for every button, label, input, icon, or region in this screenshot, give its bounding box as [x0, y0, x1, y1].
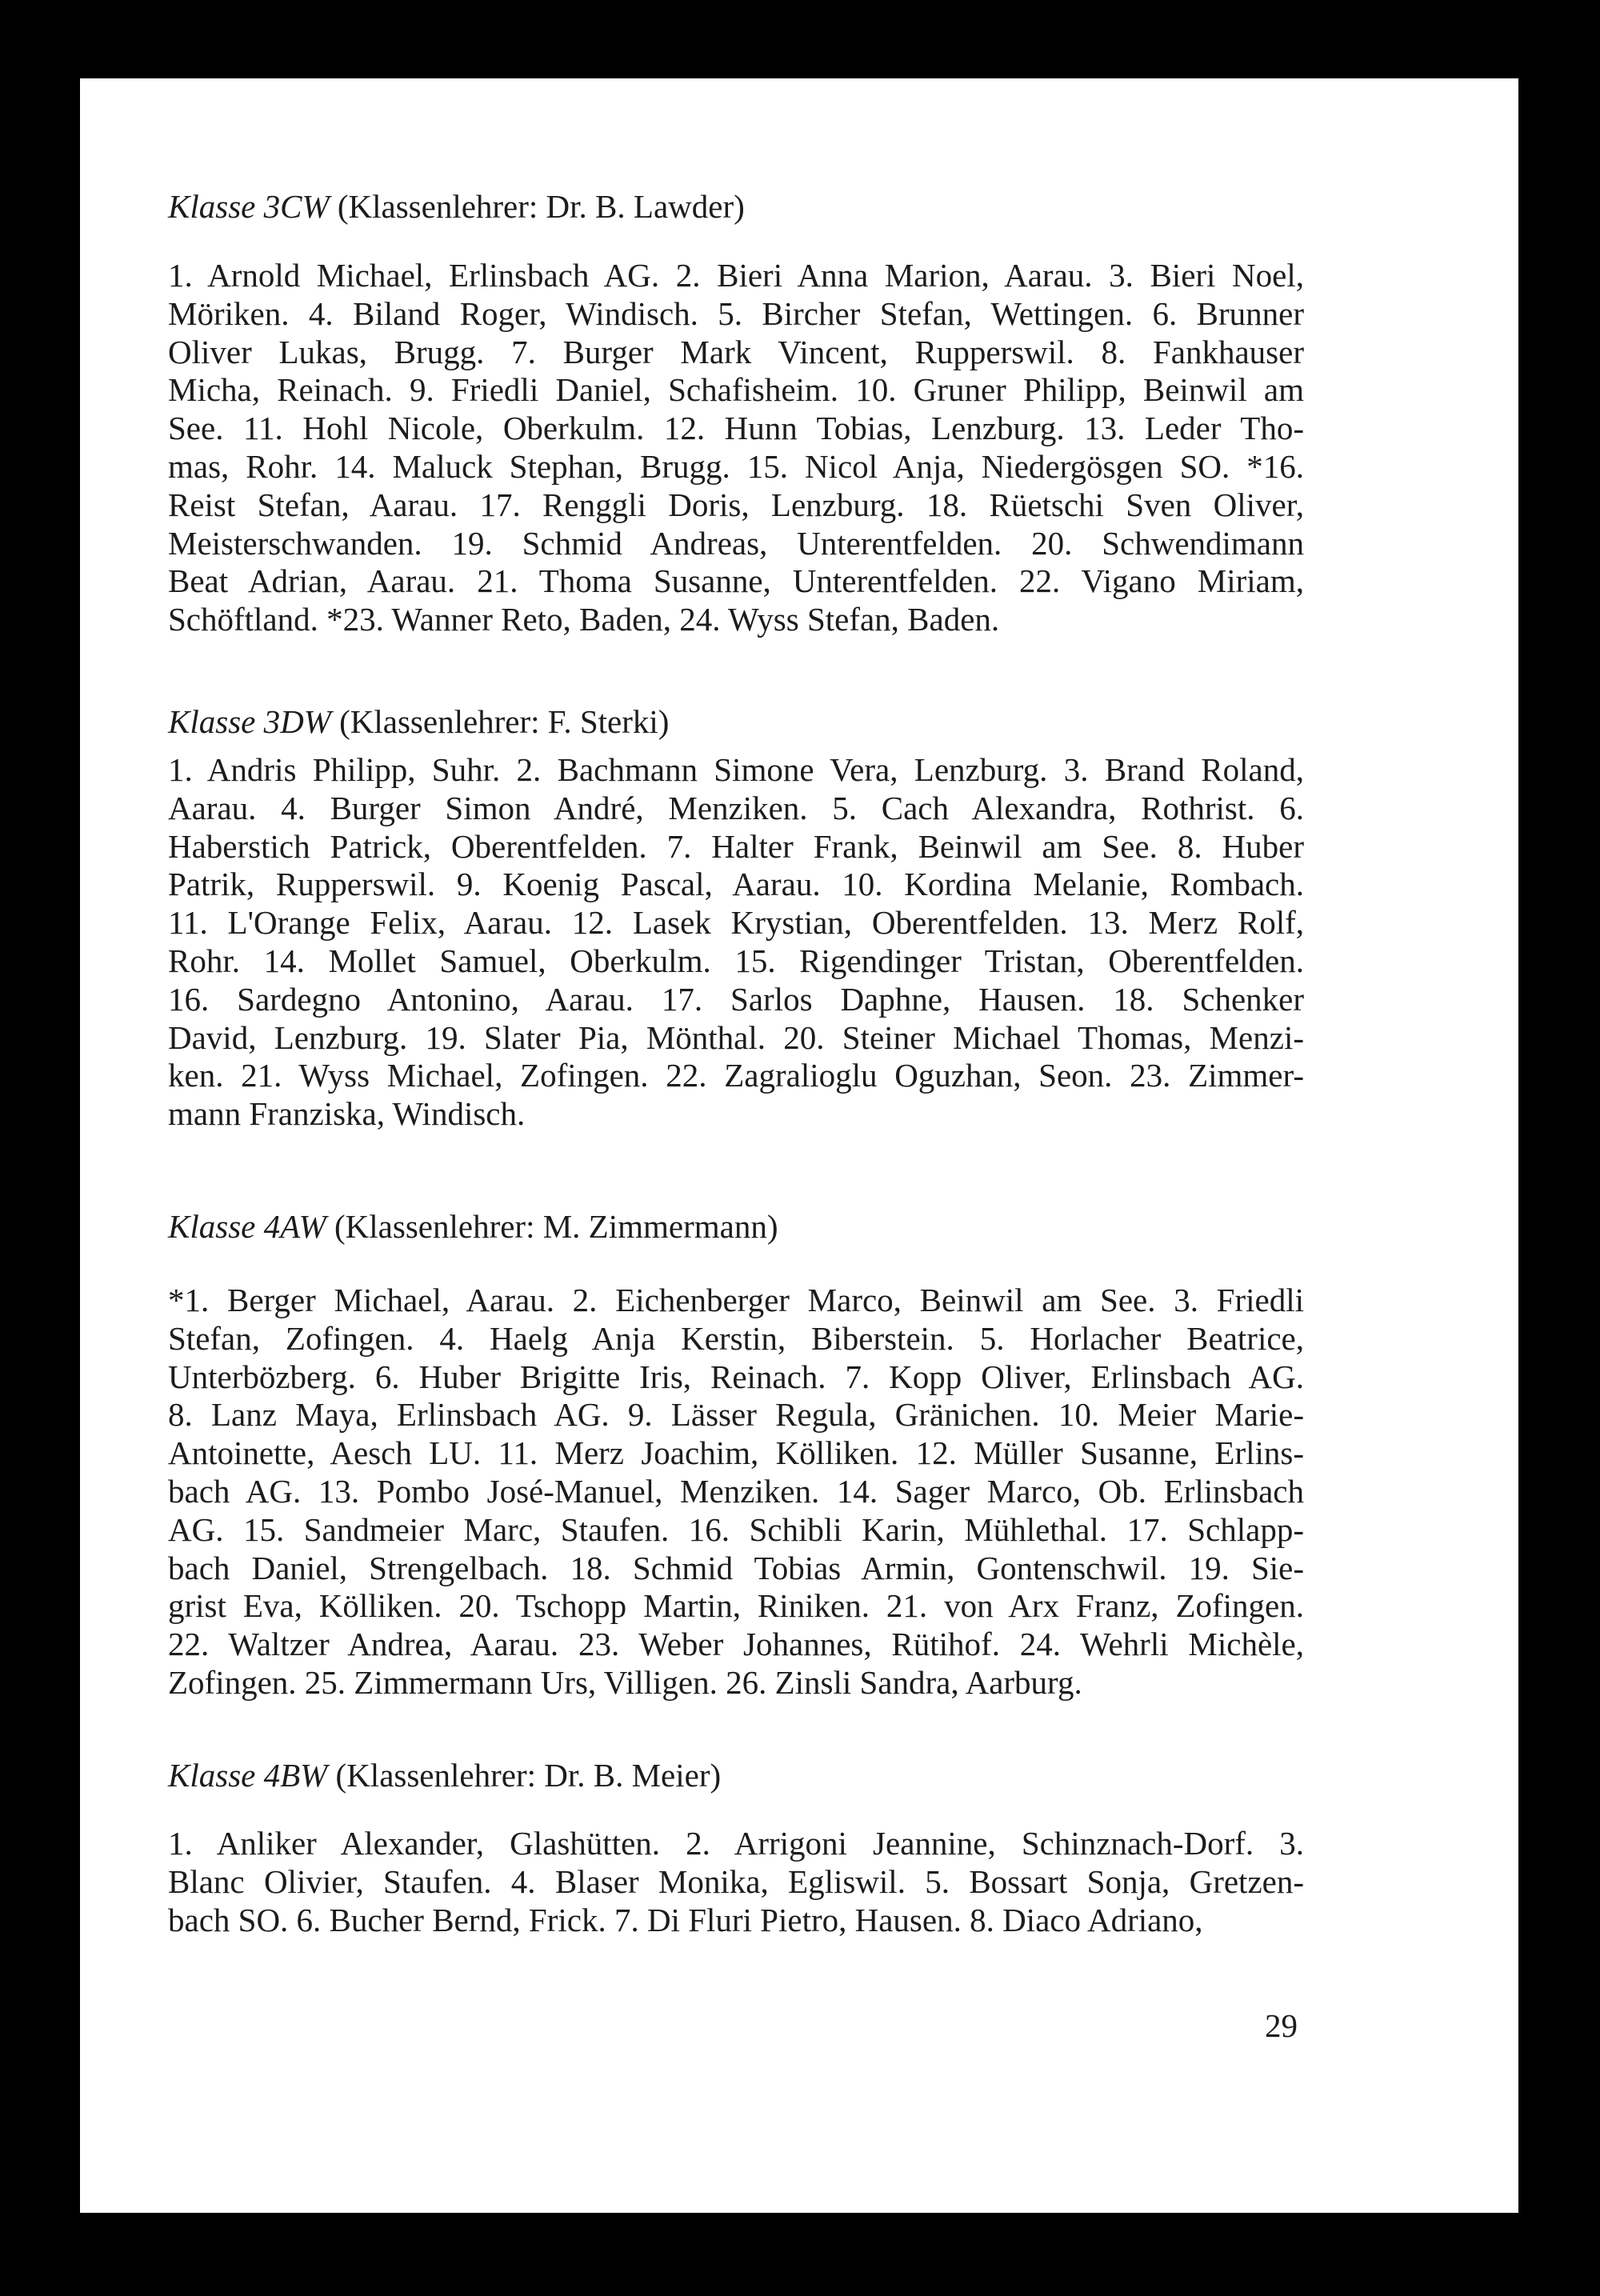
class-heading: [168, 1207, 1304, 1246]
student-list-line: Antoinette, Aesch LU. 11. Merz Joachim, Kölliken. 12. Müller Susanne, Erlins-: [168, 1434, 1304, 1472]
student-list-line: Beat Adrian, Aarau. 21. Thoma Susanne, Unterentfelden. 22. Vigano Miriam,: [168, 562, 1304, 600]
student-list-line: AG. 15. Sandmeier Marc, Staufen. 16. Schibli Karin, Mühlethal. 17. Schlapp-: [168, 1510, 1304, 1548]
class-teacher: (Klassenlehrer: M. Zimmermann): [334, 1208, 778, 1245]
student-list-line: *1. Berger Michael, Aarau. 2. Eichenberger Marco, Beinwil am See. 3. Friedli: [168, 1282, 1304, 1318]
student-list-line: David, Lenzburg. 19. Slater Pia, Mönthal. 20. Steiner Michael Thomas, Menzi-: [168, 1018, 1304, 1056]
student-list-line: mas, Rohr. 14. Maluck Stephan, Brugg. 15. Nicol Anja, Niedergösgen SO. *16.: [168, 448, 1304, 485]
class-heading: [168, 1756, 1304, 1794]
student-list-line: mann Franziska, Windisch.: [168, 1095, 526, 1133]
class-teacher: (Klassenlehrer: Dr. B. Meier): [335, 1757, 722, 1794]
student-list-line: Oliver Lukas, Brugg. 7. Burger Mark Vincent, Rupperswil. 8. Fankhauser: [168, 333, 1304, 370]
student-list-line: 1. Arnold Michael, Erlinsbach AG. 2. Bieri Anna Marion, Aarau. 3. Bieri Noel,: [168, 257, 1304, 294]
student-list-line: Haberstich Patrick, Oberentfelden. 7. Halter Frank, Beinwil am See. 8. Huber: [168, 827, 1304, 865]
student-list-line: Patrik, Rupperswil. 9. Koenig Pascal, Aarau. 10. Kordina Melanie, Rombach.: [168, 866, 1304, 903]
student-list-line: Aarau. 4. Burger Simon André, Menziken. 5. Cach Alexandra, Rothrist. 6.: [168, 789, 1304, 826]
class-label: Klasse 3DW: [168, 703, 331, 740]
class-teacher: (Klassenlehrer: F. Sterki): [339, 703, 670, 740]
document-page: [80, 78, 1518, 2213]
student-list-line: 1. Andris Philipp, Suhr. 2. Bachmann Simone Vera, Lenzburg. 3. Brand Roland,: [168, 751, 1304, 788]
class-heading: [168, 187, 1304, 226]
student-list-line: 11. L'Orange Felix, Aarau. 12. Lasek Krystian, Oberentfelden. 13. Merz Rolf,: [168, 904, 1304, 942]
student-list-line: Schöftland. *23. Wanner Reto, Baden, 24. Wyss Stefan, Baden.: [168, 601, 1000, 638]
student-list-line: grist Eva, Kölliken. 20. Tschopp Martin, Riniken. 21. von Arx Franz, Zofingen.: [168, 1587, 1304, 1625]
student-list-line: Rohr. 14. Mollet Samuel, Oberkulm. 15. Rigendinger Tristan, Oberentfelden.: [168, 942, 1304, 979]
class-label: Klasse 4BW: [168, 1757, 328, 1794]
class-label: Klasse 3CW: [168, 188, 330, 225]
class-label: Klasse 4AW: [168, 1208, 326, 1245]
student-list-line: Meisterschwanden. 19. Schmid Andreas, Unterentfelden. 20. Schwendimann: [168, 524, 1304, 562]
student-list-line: 22. Waltzer Andrea, Aarau. 23. Weber Johannes, Rütihof. 24. Wehrli Michèle,: [168, 1626, 1304, 1663]
student-list-line: Micha, Reinach. 9. Friedli Daniel, Schafisheim. 10. Gruner Philipp, Beinwil am: [168, 371, 1304, 409]
student-list-line: Zofingen. 25. Zimmermann Urs, Villigen. 26. Zinsli Sandra, Aarburg.: [168, 1664, 1082, 1701]
student-list-line: 16. Sardegno Antonino, Aarau. 17. Sarlos Daphne, Hausen. 18. Schenker: [168, 980, 1304, 1018]
student-list-line: Stefan, Zofingen. 4. Haelg Anja Kerstin, Biberstein. 5. Horlacher Beatrice,: [168, 1319, 1304, 1357]
page-number: 29: [1265, 2007, 1298, 2044]
class-heading: [168, 702, 1304, 741]
student-list-line: See. 11. Hohl Nicole, Oberkulm. 12. Hunn Tobias, Lenzburg. 13. Leder Tho-: [168, 410, 1304, 447]
student-list-line: 1. Anliker Alexander, Glashütten. 2. Arrigoni Jeannine, Schinznach-Dorf. 3.: [168, 1825, 1304, 1862]
student-list-line: Unterbözberg. 6. Huber Brigitte Iris, Reinach. 7. Kopp Oliver, Erlinsbach AG.: [168, 1358, 1304, 1395]
student-list-line: bach Daniel, Strengelbach. 18. Schmid Tobias Armin, Gontenschwil. 19. Sie-: [168, 1549, 1304, 1586]
student-list-line: bach AG. 13. Pombo José-Manuel, Menziken. 14. Sager Marco, Ob. Erlinsbach: [168, 1473, 1304, 1510]
class-teacher: (Klassenlehrer: Dr. B. Lawder): [337, 188, 745, 225]
student-list-line: bach SO. 6. Bucher Bernd, Frick. 7. Di Fluri Pietro, Hausen. 8. Diaco Adriano,: [168, 1901, 1203, 1938]
student-list-line: Blanc Olivier, Staufen. 4. Blaser Monika, Egliswil. 5. Bossart Sonja, Gretzen-: [168, 1862, 1304, 1900]
student-list-line: Möriken. 4. Biland Roger, Windisch. 5. Bircher Stefan, Wettingen. 6. Brunner: [168, 294, 1304, 332]
student-list-line: Reist Stefan, Aarau. 17. Renggli Doris, Lenzburg. 18. Rüetschi Sven Oliver,: [168, 486, 1304, 523]
student-list-line: ken. 21. Wyss Michael, Zofingen. 22. Zagralioglu Oguzhan, Seon. 23. Zimmer-: [168, 1057, 1304, 1094]
student-list-line: 8. Lanz Maya, Erlinsbach AG. 9. Lässer Regula, Gränichen. 10. Meier Marie-: [168, 1396, 1304, 1434]
